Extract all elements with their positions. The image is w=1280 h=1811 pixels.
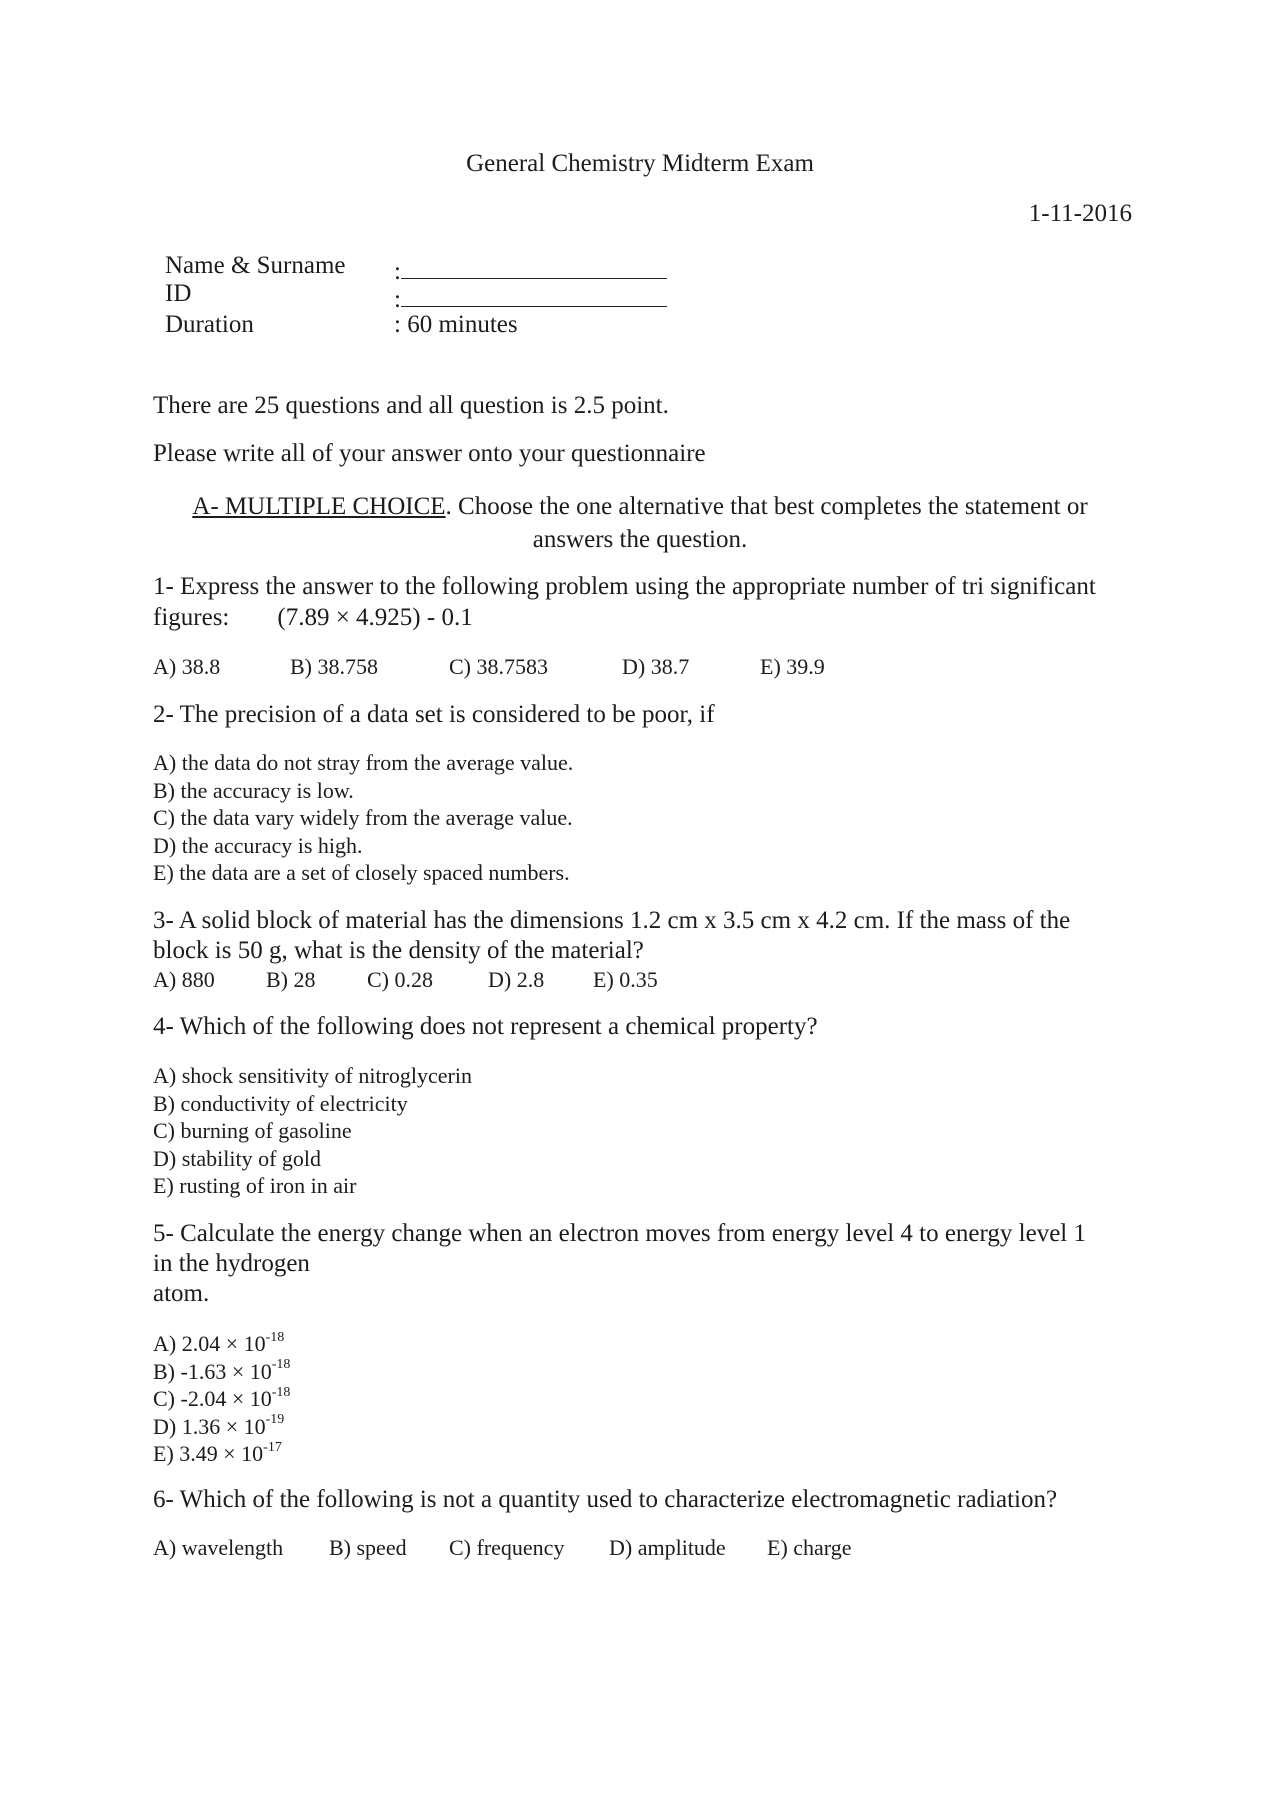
question-1-line-1: 1- Express the answer to the following problem using the appropriate number of tri significant xyxy=(153,573,1096,600)
q4-option-c[interactable]: C) burning of gasoline xyxy=(153,1118,352,1143)
id-label: ID xyxy=(165,280,192,307)
q5-option-b[interactable]: B) $-1.63 \times 10^{-18}$ xyxy=(153,1357,291,1384)
question-2-options xyxy=(153,749,573,887)
q5-option-e[interactable]: E) $3.49 \times 10^{-17}$ xyxy=(153,1439,282,1466)
q1-option-e[interactable]: E) 39.9 xyxy=(760,654,825,679)
duration-label: Duration xyxy=(165,311,254,338)
q3-option-b[interactable]: B) 28 xyxy=(266,967,316,992)
q6-option-a[interactable]: A) wavelength xyxy=(153,1535,284,1560)
duration-value: : 60 minutes xyxy=(394,311,518,338)
question-5-line-2: in the hydrogen xyxy=(153,1250,310,1277)
q1-option-c[interactable]: C) 38.7583 xyxy=(449,654,548,679)
q1-option-d[interactable]: D) 38.7 xyxy=(622,654,690,679)
q2-option-c[interactable]: C) the data vary widely from the average value. xyxy=(153,805,573,830)
name-surname-field[interactable]: : xyxy=(394,252,667,286)
question-5-options xyxy=(153,1330,290,1468)
q3-option-d[interactable]: D) 2.8 xyxy=(488,967,545,992)
id-field[interactable]: : xyxy=(394,280,667,314)
question-3-line-2: block is 50 g, what is the density of the material? xyxy=(153,937,644,964)
name-blank-line xyxy=(401,252,667,279)
q5-option-a[interactable]: A) $2.04 \times 10^{-18}$ xyxy=(153,1329,285,1356)
q6-option-c[interactable]: C) frequency xyxy=(449,1535,565,1560)
q6-option-b[interactable]: B) speed xyxy=(329,1535,407,1560)
question-4-options xyxy=(153,1062,472,1200)
q2-option-d[interactable]: D) the accuracy is high. xyxy=(153,832,363,858)
question-6-text: 6- Which of the following is not a quantity used to characterize electromagnetic radiation? xyxy=(153,1486,1058,1513)
q5-option-d[interactable]: D) $1.36 \times 10^{-19}$ xyxy=(153,1412,285,1439)
q3-option-c[interactable]: C) 0.28 xyxy=(367,967,433,992)
question-5-line-1: 5- Calculate the energy change when an electron moves from energy level 4 to energy level 1 xyxy=(153,1220,1086,1247)
q4-option-b[interactable]: B) conductivity of electricity xyxy=(153,1090,408,1116)
q1-option-b[interactable]: B) 38.758 xyxy=(290,654,378,679)
section-heading xyxy=(150,490,1130,556)
question-1-expression: (7.89 × 4.925) - 0.1 xyxy=(277,604,473,631)
question-1-line-2: figures: (7.89 × 4.925) - 0.1 xyxy=(153,604,473,631)
question-2-text: 2- The precision of a data set is considered to be poor, if xyxy=(153,701,715,728)
q6-option-d[interactable]: D) amplitude xyxy=(609,1535,726,1560)
question-5-line-3: atom. xyxy=(153,1280,210,1307)
question-4-text: 4- Which of the following does not represent a chemical property? xyxy=(153,1013,818,1040)
q2-option-e[interactable]: E) the data are a set of closely spaced numbers. xyxy=(153,860,570,885)
q5-option-c[interactable]: C) $-2.04 \times 10^{-18}$ xyxy=(153,1384,291,1411)
q6-option-e[interactable]: E) charge xyxy=(767,1535,852,1560)
exam-date: 1-11-2016 xyxy=(1028,200,1132,227)
q2-option-b[interactable]: B) the accuracy is low. xyxy=(153,777,354,803)
q4-option-d[interactable]: D) stability of gold xyxy=(153,1145,322,1171)
name-surname-label: Name & Surname xyxy=(165,252,346,279)
q4-option-a[interactable]: A) shock sensitivity of nitroglycerin xyxy=(153,1063,472,1088)
q3-option-a[interactable]: A) 880 xyxy=(153,967,215,992)
intro-line-1: There are 25 questions and all question is 2.5 point. xyxy=(153,392,669,419)
q3-option-e[interactable]: E) 0.35 xyxy=(593,967,658,992)
section-title: A- MULTIPLE CHOICE xyxy=(192,493,446,520)
section-instruction: . Choose the one alternative that best completes the statement or answers the question. xyxy=(445,493,1088,553)
q2-option-a[interactable]: A) the data do not stray from the average value. xyxy=(153,750,574,775)
id-blank-line xyxy=(401,280,667,307)
exam-title: General Chemistry Midterm Exam xyxy=(466,150,814,177)
q1-option-a[interactable]: A) 38.8 xyxy=(153,654,221,679)
question-3-line-1: 3- A solid block of material has the dimensions 1.2 cm x 3.5 cm x 4.2 cm. If the mass of the xyxy=(153,907,1071,934)
intro-line-2: Please write all of your answer onto your questionnaire xyxy=(153,440,706,467)
q4-option-e[interactable]: E) rusting of iron in air xyxy=(153,1173,357,1198)
